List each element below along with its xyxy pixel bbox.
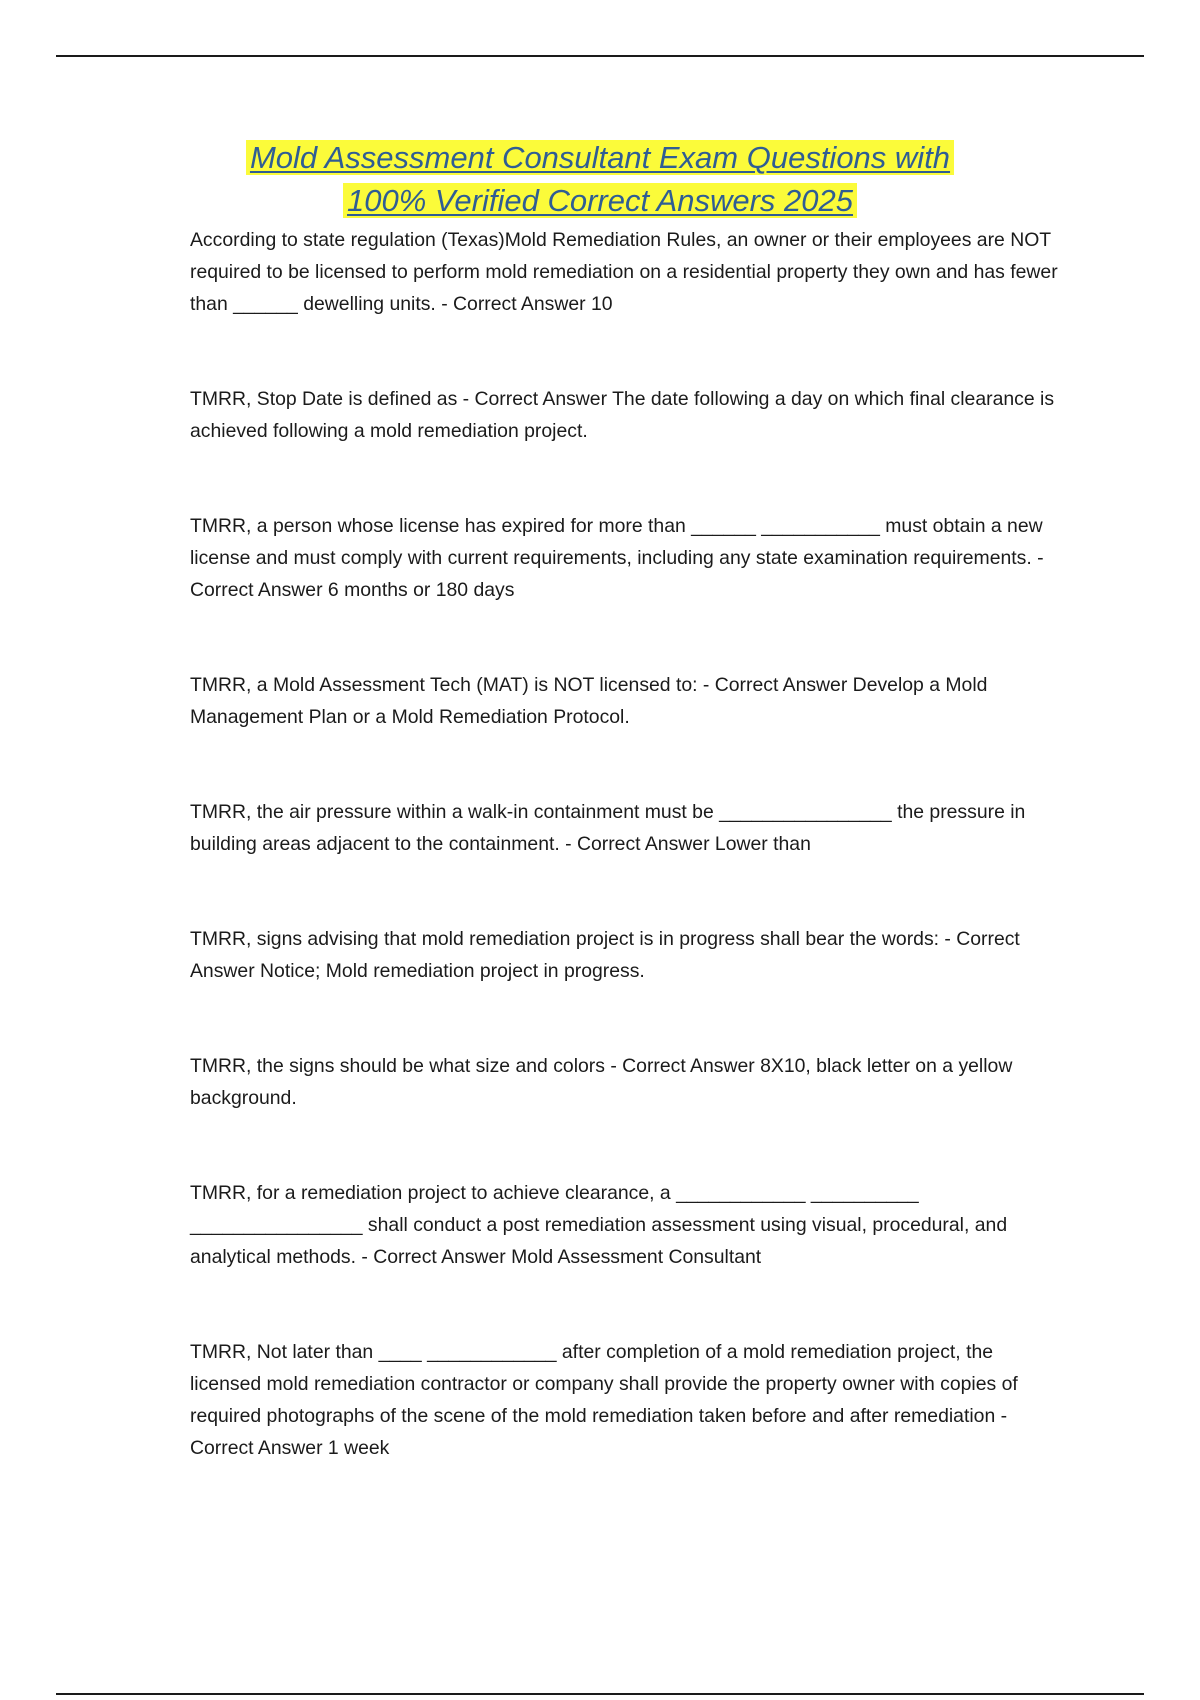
question-item: TMRR, Stop Date is defined as - Correct Answer The date following a day on which final clearance is achieved following a mold remediation project. [190, 388, 1055, 442]
question-item: TMRR, the air pressure within a walk-in containment must be ________________ the pressure in building areas adjacent to the containment. - Correct Answer Lower than [190, 801, 1026, 855]
question-item: TMRR, for a remediation project to achieve clearance, a ____________ __________ ________________ shall conduct a post remediation assessment using visual, procedural, and analytical methods. - Correct Answer Mold Assessment Consultant [190, 1182, 1008, 1268]
question-item: TMRR, a Mold Assessment Tech (MAT) is NOT licensed to: - Correct Answer Develop a Mold Management Plan or a Mold Remediation Protocol. [190, 674, 988, 728]
question-item: TMRR, the signs should be what size and colors - Correct Answer 8X10, black letter on a yellow background. [190, 1055, 1013, 1109]
top-rule [56, 55, 1144, 57]
question-item: TMRR, a person whose license has expired for more than ______ ___________ must obtain a new license and must comply with current requirements, including any state examination requirements. - Correct Answer 6 months or 180 days [190, 515, 1044, 601]
question-list [190, 224, 1060, 1527]
bottom-rule [56, 1693, 1144, 1695]
title-line-1: Mold Assessment Consultant Exam Questions with [246, 140, 954, 175]
document-title [0, 136, 1200, 222]
question-item: TMRR, Not later than ____ ____________ after completion of a mold remediation project, the licensed mold remediation contractor or company shall provide the property owner with copies of required photographs of the scene of the mold remediation taken before and after remediation - Correct Answer 1 week [190, 1341, 1018, 1459]
question-item: According to state regulation (Texas)Mold Remediation Rules, an owner or their employees are NOT required to be licensed to perform mold remediation on a residential property they own and has fewer than ______ dewelling units. - Correct Answer 10 [190, 229, 1058, 315]
question-item: TMRR, signs advising that mold remediation project is in progress shall bear the words: - Correct Answer Notice; Mold remediation project in progress. [190, 928, 1020, 982]
title-line-2: 100% Verified Correct Answers 2025 [343, 183, 857, 218]
